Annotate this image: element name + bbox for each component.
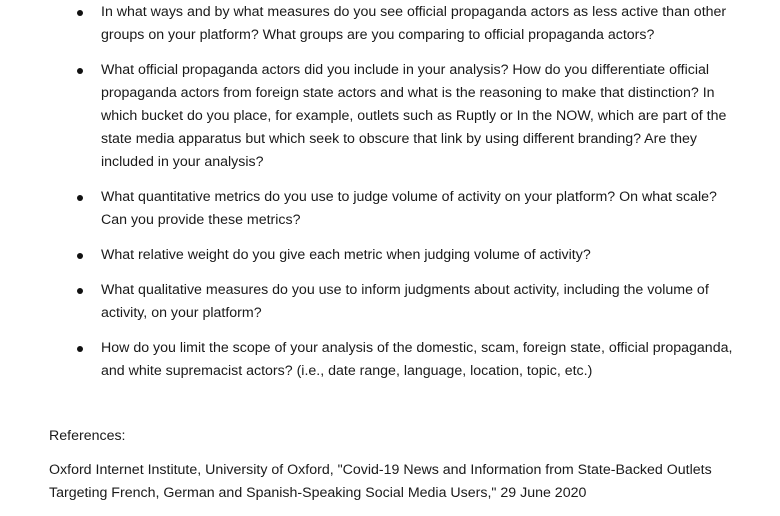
list-item <box>0 337 780 383</box>
question-text: In what ways and by what measures do you see official propaganda actors as less active than other groups on your platform? What groups are you comparing to official propaganda actors? <box>101 4 727 43</box>
question-text: What relative weight do you give each metric when judging volume of activity? <box>101 247 591 263</box>
list-item <box>0 279 780 325</box>
bullet-icon <box>77 253 83 259</box>
bullet-icon <box>77 195 83 201</box>
question-list <box>0 1 780 395</box>
bullet-icon <box>77 346 83 352</box>
bullet-icon <box>77 10 83 16</box>
references-section <box>49 425 749 505</box>
question-text: What qualitative measures do you use to inform judgments about activity, including the volume of activity, on your platform? <box>101 282 709 321</box>
reference-citation: Oxford Internet Institute, University of Oxford, "Covid-19 News and Information from State-Backed Outlets Targeting French, German and Spanish-Speaking Social Media Users," 29 June 2020 <box>49 462 712 501</box>
list-item <box>0 244 780 267</box>
question-text: How do you limit the scope of your analysis of the domestic, scam, foreign state, official propaganda, and white supremacist actors? (i.e., date range, language, location, topic, etc.) <box>101 340 733 379</box>
question-text: What official propaganda actors did you include in your analysis? How do you differentiate official propaganda actors from foreign state actors and what is the reasoning to make that distinction? In which bucket do you place, for example, outlets such as Ruptly or In the NOW, which are part of the state media apparatus but which seek to obscure that link by using different branding? Are they included in your analysis? <box>101 62 727 170</box>
list-item <box>0 1 780 47</box>
list-item <box>0 186 780 232</box>
references-heading: References: <box>49 428 126 444</box>
bullet-icon <box>77 288 83 294</box>
question-text: What quantitative metrics do you use to judge volume of activity on your platform? On what scale? Can you provide these metrics? <box>101 189 717 228</box>
list-item <box>0 59 780 174</box>
bullet-icon <box>77 68 83 74</box>
